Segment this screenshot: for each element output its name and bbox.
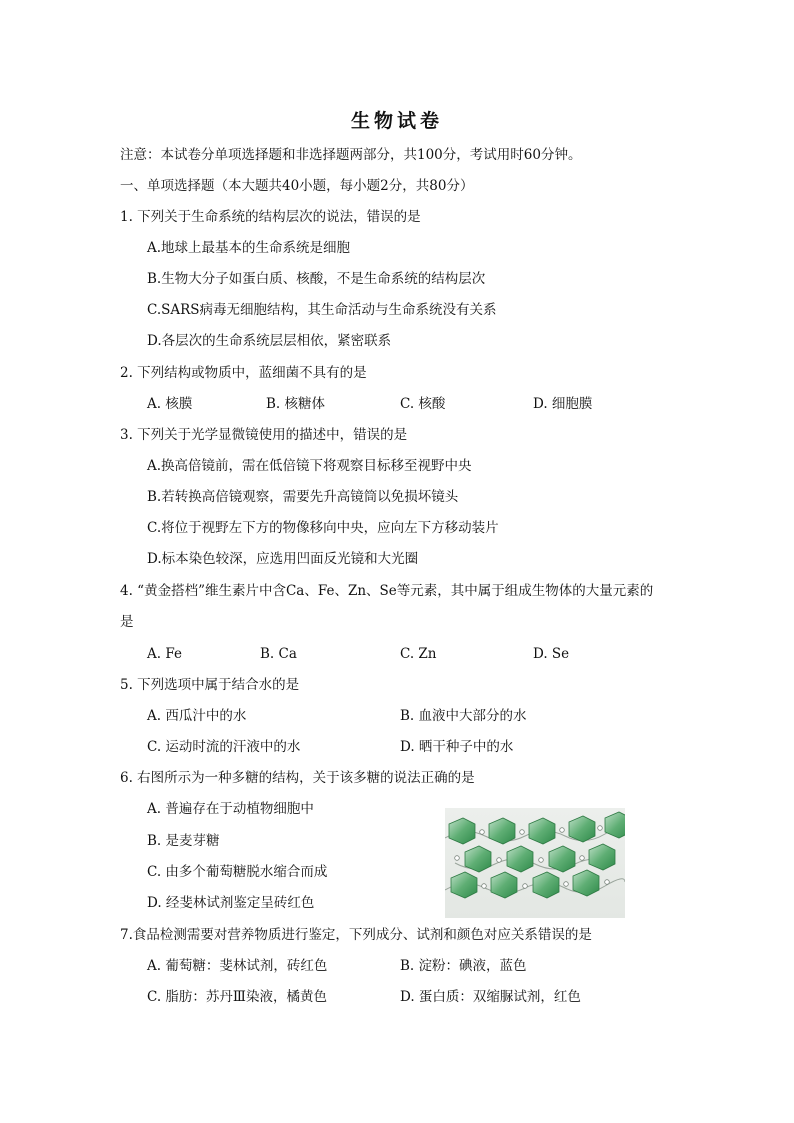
- question-5-option-d: D. 晒干种子中的水: [400, 739, 514, 755]
- question-2-option-d: D. 细胞膜: [533, 396, 593, 412]
- question-2-stem: 2. 下列结构或物质中，蓝细菌不具有的是: [120, 365, 367, 381]
- question-3-option-d: D.标本染色较深，应选用凹面反光镜和大光圈: [147, 551, 419, 567]
- question-7-option-c: C. 脂肪：苏丹Ⅲ染液，橘黄色: [147, 989, 327, 1005]
- question-7-option-b: B. 淀粉：碘液，蓝色: [400, 958, 527, 974]
- polysaccharide-structure-image: [445, 808, 625, 918]
- question-1-option-b: B.生物大分子如蛋白质、核酸，不是生命系统的结构层次: [147, 271, 486, 287]
- question-7-option-d: D. 蛋白质：双缩脲试剂，红色: [400, 989, 581, 1005]
- question-4-option-a: A. Fe: [147, 646, 182, 662]
- question-6-option-a: A. 普遍存在于动植物细胞中: [147, 801, 314, 817]
- question-4-option-b: B. Ca: [260, 646, 297, 662]
- exam-title: 生物试卷: [350, 110, 443, 132]
- exam-notice: 注意：本试卷分单项选择题和非选择题两部分，共100分，考试用时60分钟。: [120, 147, 582, 163]
- question-6-option-d: D. 经斐林试剂鉴定呈砖红色: [147, 895, 315, 911]
- question-7-stem: 7.食品检测需要对营养物质进行鉴定，下列成分、试剂和颜色对应关系错误的是: [120, 927, 592, 943]
- question-4-stem-continued: 是: [120, 614, 134, 630]
- question-5-stem: 5. 下列选项中属于结合水的是: [120, 677, 300, 693]
- question-1-option-d: D.各层次的生命系统层层相依，紧密联系: [147, 333, 392, 349]
- question-3-option-c: C.将位于视野左下方的物像移向中央，应向左下方移动装片: [147, 520, 499, 536]
- question-1-option-a: A.地球上最基本的生命系统是细胞: [147, 240, 351, 256]
- question-2-option-b: B. 核糖体: [266, 396, 326, 412]
- question-3-option-b: B.若转换高倍镜观察，需要先升高镜筒以免损坏镜头: [147, 489, 459, 505]
- question-5-option-a: A. 西瓜汁中的水: [147, 708, 247, 724]
- question-2-option-a: A. 核膜: [147, 396, 193, 412]
- question-1-stem: 1. 下列关于生命系统的结构层次的说法，错误的是: [120, 209, 421, 225]
- question-4-option-d: D. Se: [533, 646, 570, 662]
- question-6-option-c: C. 由多个葡萄糖脱水缩合而成: [147, 864, 328, 880]
- question-6-stem: 6. 右图所示为一种多糖的结构，关于该多糖的说法正确的是: [120, 770, 475, 786]
- question-5-option-c: C. 运动时流的汗液中的水: [147, 739, 301, 755]
- question-5-option-b: B. 血液中大部分的水: [400, 708, 527, 724]
- question-7-option-a: A. 葡萄糖：斐林试剂，砖红色: [147, 958, 328, 974]
- question-3-option-a: A.换高倍镜前，需在低倍镜下将观察目标移至视野中央: [147, 458, 472, 474]
- section-heading: 一、单项选择题（本大题共40小题，每小题2分，共80分）: [120, 178, 474, 194]
- question-4-option-c: C. Zn: [400, 646, 437, 662]
- question-1-option-c: C.SARS病毒无细胞结构，其生命活动与生命系统没有关系: [147, 302, 497, 318]
- question-3-stem: 3. 下列关于光学显微镜使用的描述中，错误的是: [120, 427, 408, 443]
- question-6-option-b: B. 是麦芽糖: [147, 833, 220, 849]
- question-2-option-c: C. 核酸: [400, 396, 446, 412]
- question-4-stem: 4. “黄金搭档”维生素片中含Ca、Fe、Zn、Se等元素，其中属于组成生物体的大量元素的: [120, 583, 654, 599]
